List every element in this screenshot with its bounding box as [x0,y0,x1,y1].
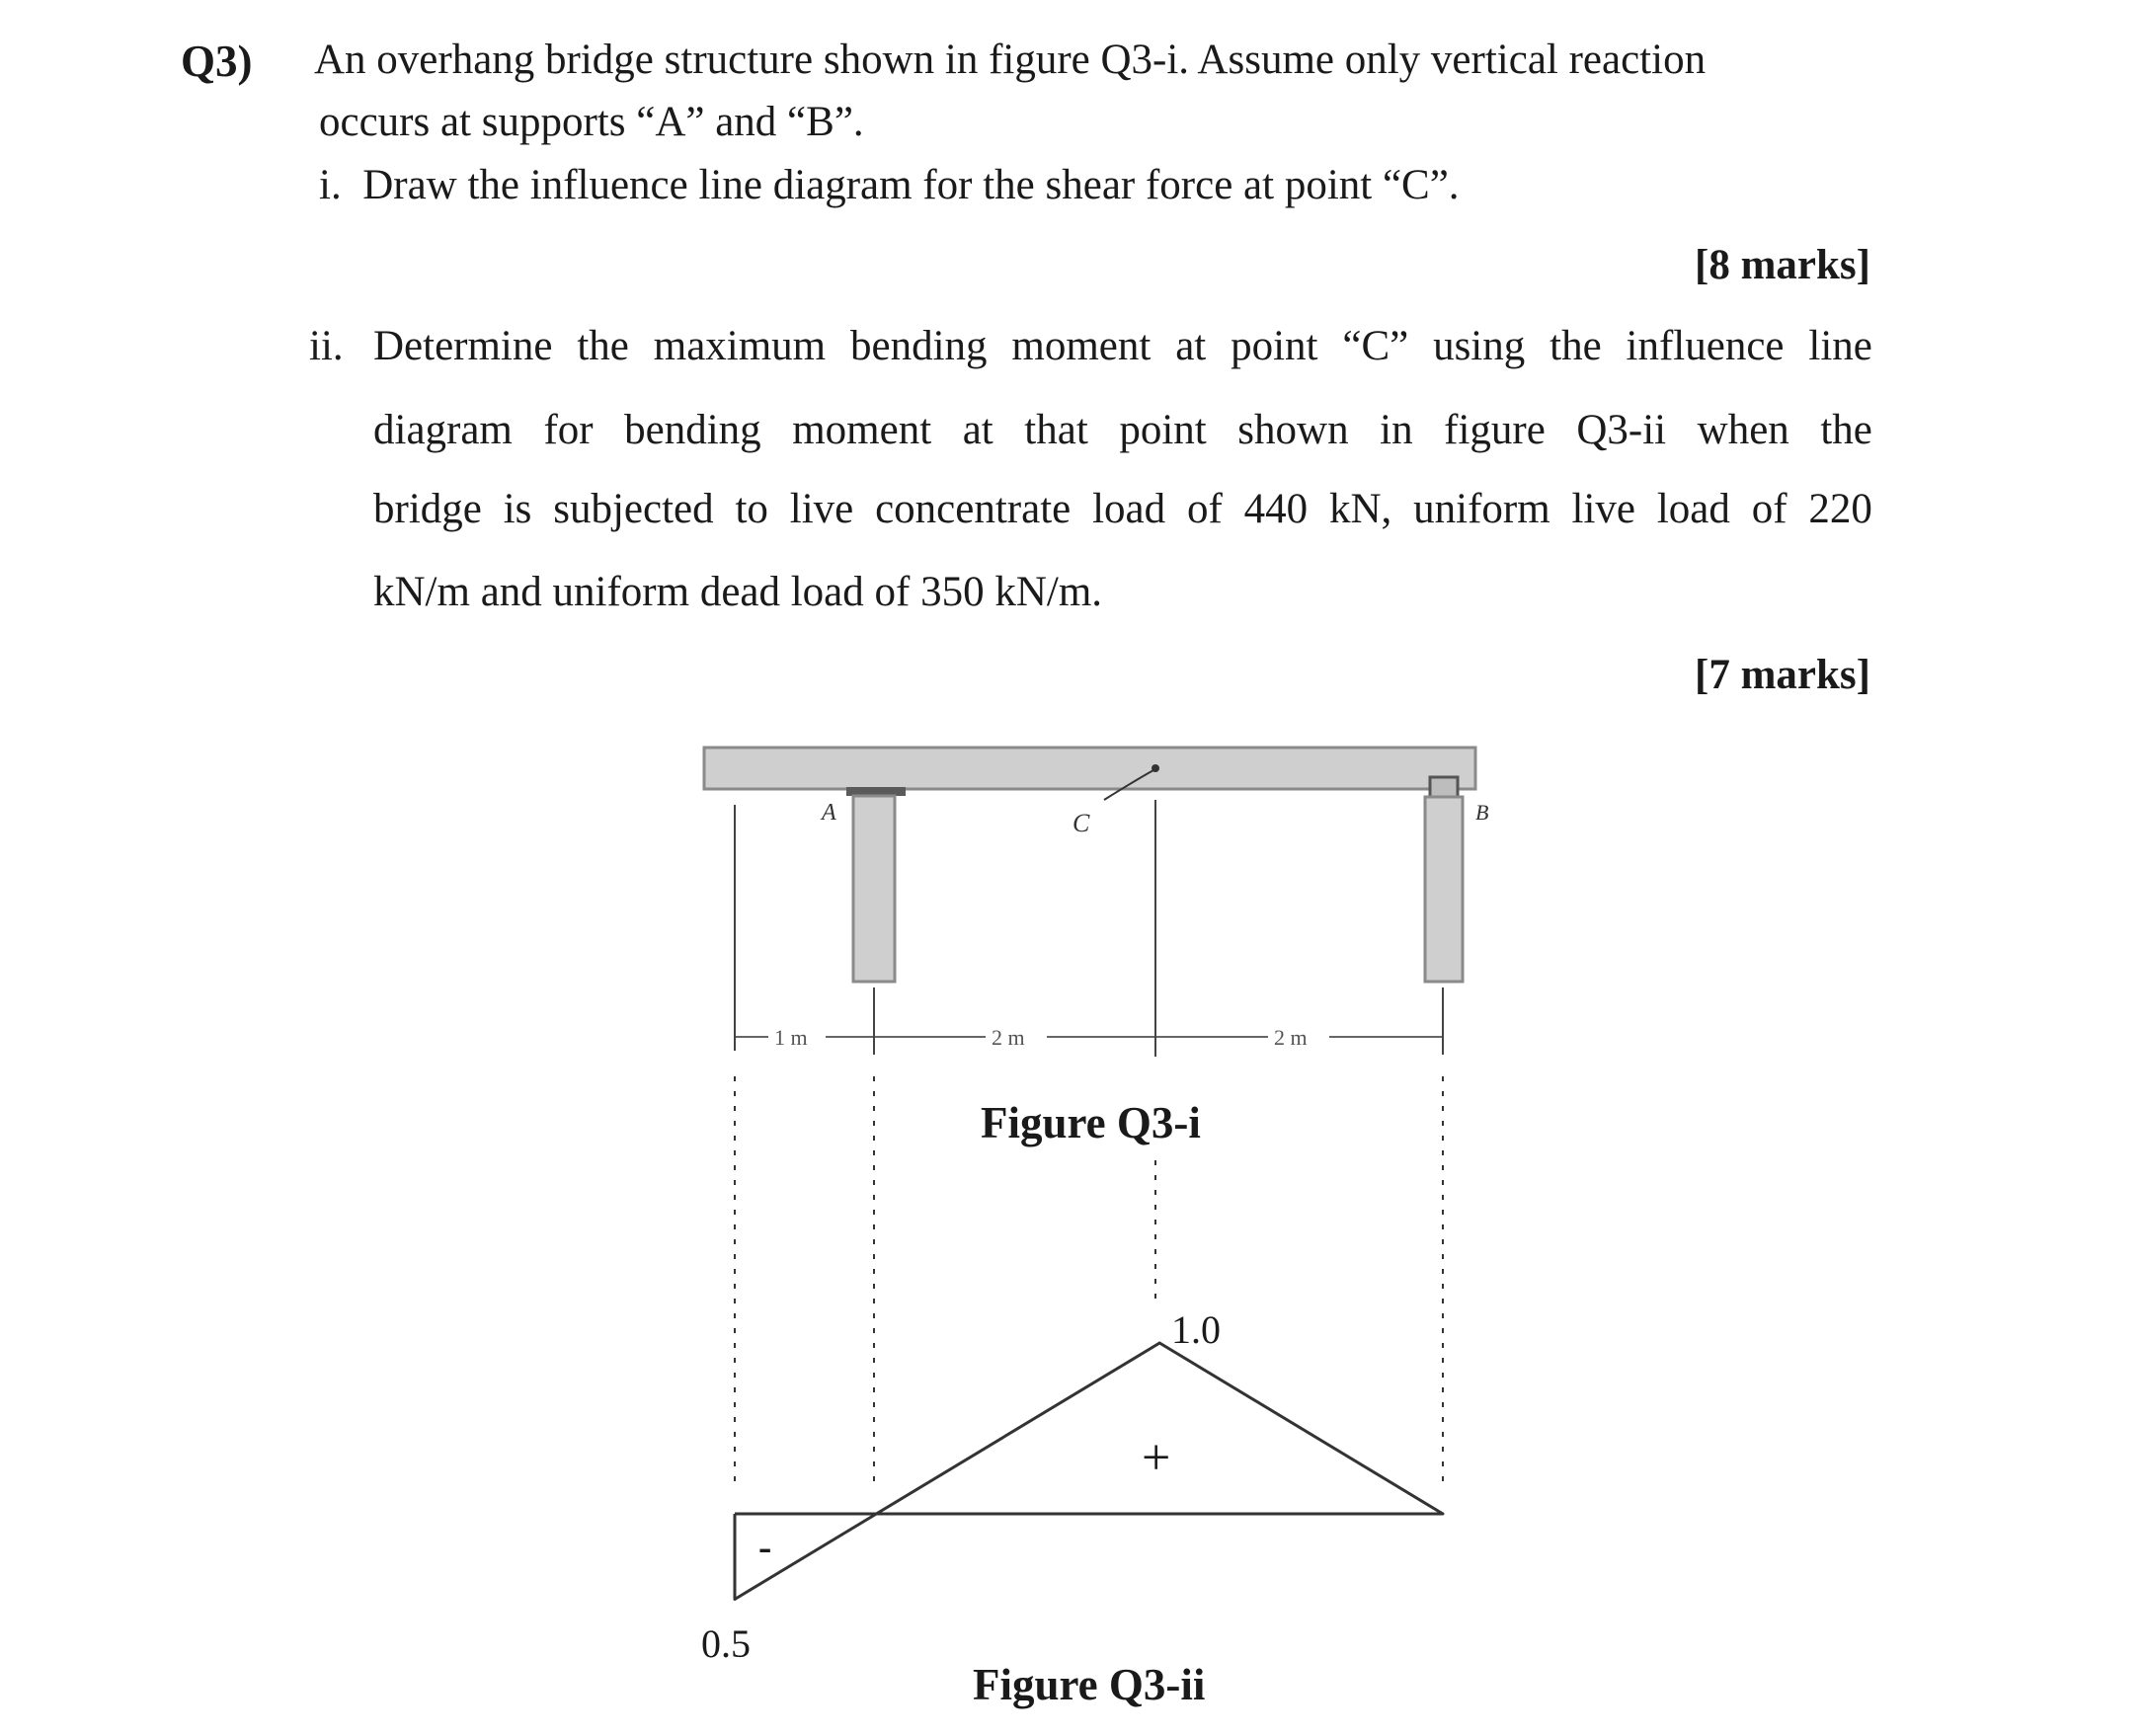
word: Determine [373,323,553,369]
question-intro-line1: An overhang bridge structure shown in figure Q3-i. Assume only vertical reaction [314,37,1707,83]
bridge-deck [704,748,1475,789]
part-ii-marks: [7 marks] [1695,652,1870,698]
word: live [789,486,854,532]
part-ii-line4: kN/m and uniform dead load of 350 kN/m. [373,569,1103,615]
figure-q3-i-caption: Figure Q3-i [981,1098,1201,1147]
word: influence [1626,323,1785,369]
word: load [1092,486,1166,532]
word: 220 [1808,486,1872,532]
part-ii-numeral: ii. [309,323,344,369]
word: using [1433,323,1526,369]
il-segment-2 [876,1343,1159,1514]
word: load [1656,486,1730,532]
word: uniform [1413,486,1550,532]
column-a [853,796,895,982]
word: bending [849,323,988,369]
figure-q3-ii-caption: Figure Q3-ii [973,1660,1206,1709]
word: is [503,486,532,532]
word: that [1024,407,1088,453]
question-intro-line2: occurs at supports “A” and “B”. [319,99,864,145]
influence-line-diagram [734,1342,1445,1602]
point-c-label: C [1072,809,1090,837]
word: “C” [1342,323,1409,369]
part-i-numeral: i. [319,162,342,208]
part-i-marks: [8 marks] [1695,242,1870,288]
word: maximum [653,323,827,369]
il-point-2 [875,1513,878,1516]
word: concentrate [875,486,1072,532]
il-segment-1 [735,1514,876,1600]
word: the [1820,407,1872,453]
il-point-1 [734,1598,737,1601]
word: at [1175,323,1207,369]
word: subjected [553,486,714,532]
il-negative-label: 0.5 [701,1621,751,1666]
support-b-bearing [1430,777,1458,797]
question-number: Q3) [181,37,253,86]
word: figure [1444,407,1546,453]
word: of [1751,486,1788,532]
word: of [1186,486,1223,532]
il-point-3 [1158,1342,1161,1345]
il-positive-sign: + [1142,1430,1171,1486]
word: 440 [1243,486,1309,532]
word: at [962,407,993,453]
dim-label-3: 2 m [1274,1025,1308,1050]
column-b [1425,797,1463,982]
word: bridge [373,486,482,532]
il-negative-sign: - [758,1525,772,1569]
word: line [1808,323,1872,369]
word: the [1549,323,1602,369]
il-peak-label: 1.0 [1171,1307,1221,1352]
word: point [1231,323,1318,369]
support-b-label: B [1475,800,1489,825]
part-i-text: Draw the influence line diagram for the shear force at point “C”. [362,162,1460,208]
word: moment [1011,323,1152,369]
word: the [577,323,629,369]
il-segment-3 [1159,1343,1443,1514]
il-point-4 [1442,1513,1445,1516]
word: Q3-ii [1576,407,1667,453]
word: point [1119,407,1207,453]
word: shown [1237,407,1349,453]
word: when [1697,407,1789,453]
word: moment [792,407,932,453]
word: diagram [373,407,513,453]
word: live [1571,486,1636,532]
word: bending [624,407,761,453]
word: kN, [1328,486,1392,532]
support-a-label: A [822,800,836,826]
word: to [735,486,768,532]
word: for [543,407,594,453]
word: in [1380,407,1413,453]
dim-label-2: 2 m [992,1025,1025,1050]
dim-label-1: 1 m [774,1025,808,1050]
